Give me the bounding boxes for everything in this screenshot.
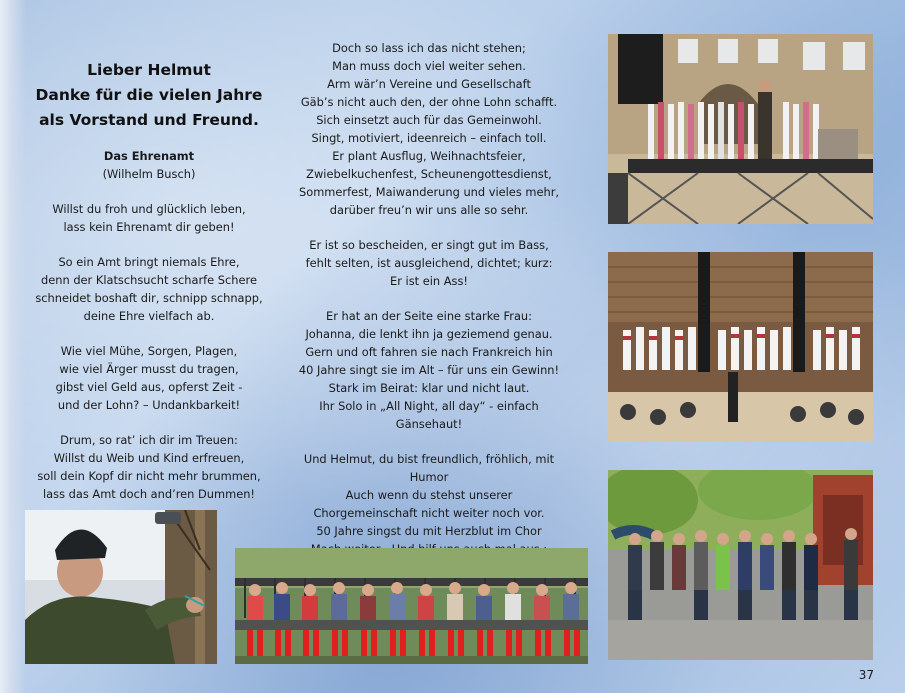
poem-author: (Wilhelm Busch): [102, 167, 196, 181]
poem-heading: [26, 147, 272, 183]
middle-text-column: [281, 39, 577, 593]
tribute-line: Doch so lass ich das nicht stehen;: [332, 41, 526, 55]
tribute-line: Und Helmut, du bist freundlich, fröhlich, mit: [303, 452, 555, 466]
tribute-line: fehlt selten, ist ausgleichend, dichtet; kurz:: [305, 256, 553, 270]
poem-title: Das Ehrenamt: [103, 149, 195, 163]
tribute-line: Gern und oft fahren sie nach Frankreich hin: [305, 345, 553, 359]
poem-line: soll dein Kopf dir nicht mehr brummen,: [37, 469, 261, 483]
poem-stanza-4: [26, 431, 272, 503]
poem-line: gibst viel Geld aus, opferst Zeit -: [55, 380, 243, 394]
tribute-line: Er ist so bescheiden, er singt gut im Bass,: [309, 238, 549, 252]
tribute-line: darüber freu’n wir uns alle so sehr.: [329, 203, 529, 217]
tribute-line: Auch wenn du stehst unserer: [345, 488, 513, 502]
photo-choir-outdoor-stage: [608, 34, 873, 224]
poem-stanza-2: [26, 253, 272, 325]
photo-choir-in-church: [608, 252, 873, 442]
tribute-line: Ihr Solo in „All Night, all day“ - einfach: [319, 399, 539, 413]
photo-group-outdoor: [608, 470, 873, 660]
poem-line: deine Ehre vielfach ab.: [83, 309, 215, 323]
tribute-line: Stark im Beirat: klar und nicht laut.: [328, 381, 530, 395]
tribute-line: Humor: [409, 470, 449, 484]
poem-line: schneidet boshaft dir, schnipp schnapp,: [35, 291, 263, 305]
tribute-line: Singt, motiviert, ideenreich – einfach toll.: [311, 131, 547, 145]
poem-line: und der Lohn? – Undankbarkeit!: [57, 398, 241, 412]
poem-line: Willst du Weib und Kind erfreuen,: [53, 451, 245, 465]
page-number: 37: [858, 668, 874, 682]
tribute-line: Gänsehaut!: [395, 417, 463, 431]
tribute-line: Gäb’s nicht auch den, der ohne Lohn schafft.: [300, 95, 558, 109]
tribute-line: Er plant Ausflug, Weihnachtsfeier,: [332, 149, 526, 163]
poem-stanza-3: [26, 342, 272, 414]
tribute-line: Er hat an der Seite eine starke Frau:: [326, 309, 532, 323]
tribute-line: Sich einsetzt auch für das Gemeinwohl.: [316, 113, 542, 127]
poem-line: wie viel Ärger musst du tragen,: [59, 362, 239, 376]
poem-line: Drum, so rat’ ich dir im Treuen:: [60, 433, 238, 447]
photo-singers-red-boots: [235, 548, 588, 664]
tribute-line: Arm wär’n Vereine und Gesellschaft: [327, 77, 531, 91]
headline-line-1: Lieber Helmut: [87, 61, 211, 79]
left-text-column: [26, 58, 272, 520]
headline-line-2: Danke für die vielen Jahre: [35, 86, 263, 104]
poem-line: Wie viel Mühe, Sorgen, Plagen,: [60, 344, 238, 358]
tribute-line: Zwiebelkuchenfest, Scheunengottesdienst,: [306, 167, 552, 181]
tribute-stanza-3: [281, 307, 577, 433]
tribute-line: Man muss doch viel weiter sehen.: [332, 59, 526, 73]
tribute-stanza-1: [281, 39, 577, 219]
tribute-stanza-2: [281, 236, 577, 290]
poem-stanza-1: [26, 200, 272, 236]
poem-line: denn der Klatschsucht scharfe Schere: [41, 273, 257, 287]
photo-helmut-portrait: [25, 510, 217, 664]
page-curl-shadow: [0, 0, 26, 693]
headline-line-3: als Vorstand und Freund.: [39, 111, 259, 129]
poem-line: So ein Amt bringt niemals Ehre,: [58, 255, 240, 269]
headline: [26, 58, 272, 133]
poem-line: lass kein Ehrenamt dir geben!: [63, 220, 235, 234]
tribute-line: 40 Jahre singt sie im Alt – für uns ein Gewinn!: [298, 363, 560, 377]
tribute-line: Er ist ein Ass!: [390, 274, 468, 288]
poem-line: Willst du froh und glücklich leben,: [52, 202, 246, 216]
tribute-line: Chorgemeinschaft nicht weiter noch vor.: [313, 506, 545, 520]
poem-line: lass das Amt doch and’ren Dummen!: [43, 487, 255, 501]
tribute-line: Sommerfest, Maiwanderung und vieles mehr,: [299, 185, 559, 199]
tribute-line: Johanna, die lenkt ihn ja geziemend genau.: [305, 327, 553, 341]
tribute-line: 50 Jahre singst du mit Herzblut im Chor: [316, 524, 542, 538]
